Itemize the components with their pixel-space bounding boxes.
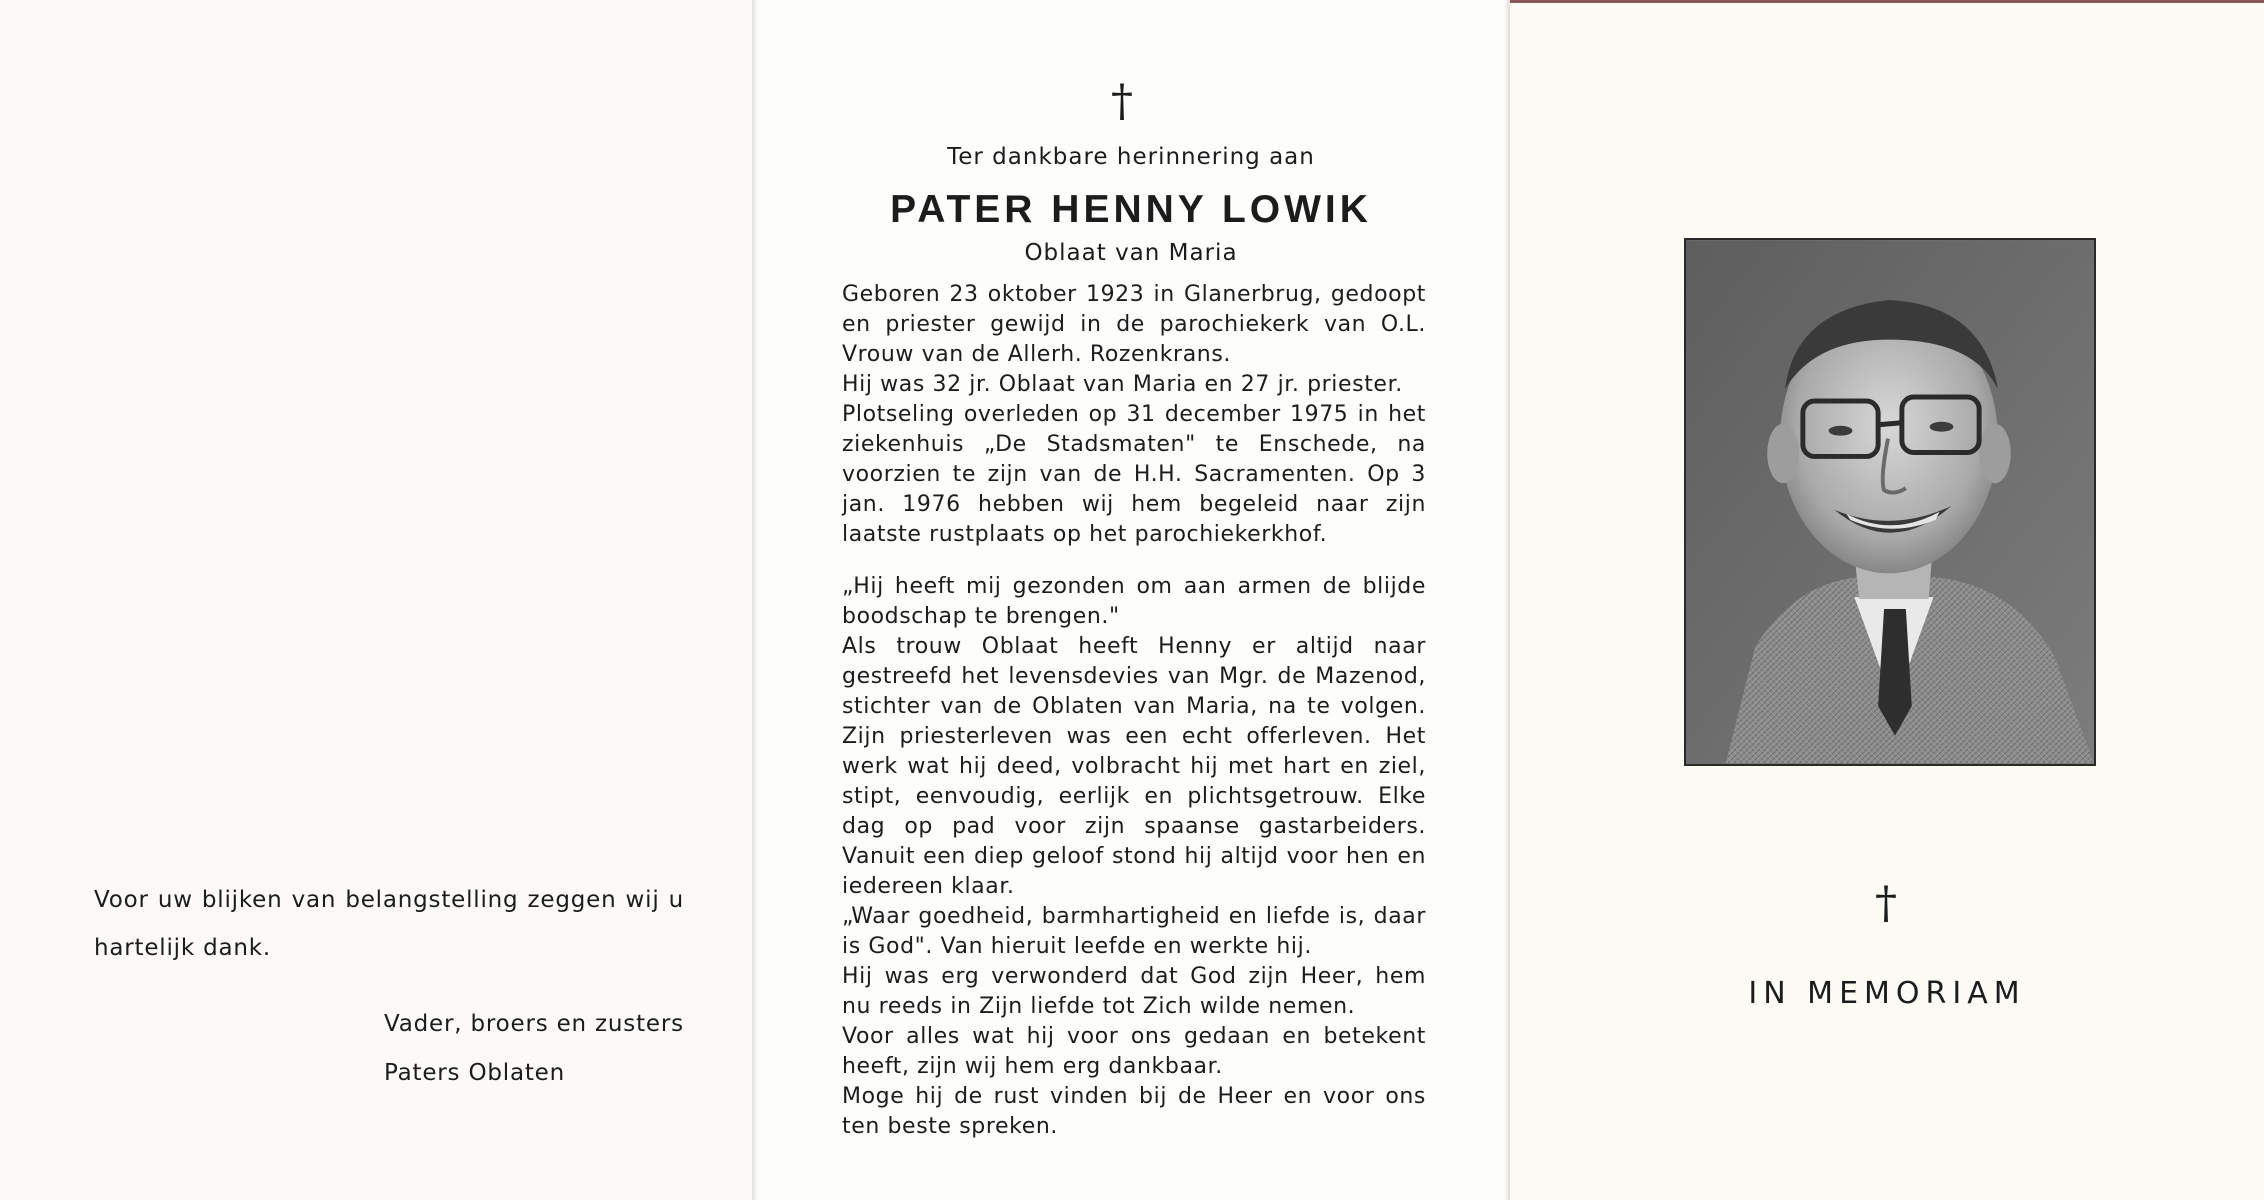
paragraph-birth: Geboren 23 oktober 1923 in Glanerbrug, gedoopt en priester gewijd in de parochiekerk van O.L. Vrouw van de Allerh. Rozenkrans.: [842, 282, 1426, 367]
order-subtitle: Oblaat van Maria: [1024, 240, 1238, 266]
paragraph-gratitude: Voor alles wat hij voor ons gedaan en betekent heeft, zijn wij hem erg dankbaar.: [842, 1024, 1426, 1079]
paragraph-wonder: Hij was erg verwonderd dat God zijn Heer, hem nu reeds in Zijn liefde tot Zich wilde nemen.: [842, 964, 1426, 1019]
portrait-photo: [1684, 238, 2096, 766]
paragraph-life: Als trouw Oblaat heeft Henny er altijd naar gestreefd het levensdevies van Mgr. de Mazenod, stichter van de Oblaten van Maria, na te volgen. Zijn priesterleven was een echt offerleven. Het werk wat hij deed, volbracht hij met hart en ziel, stipt, eenvoudig, eerlijk en plichtsgetrouw. Elke dag op pad voor zijn spaanse gastarbeiders. Vanuit een diep geloof stond hij altijd voor hen en iedereen klaar.: [842, 634, 1426, 899]
paragraph-years: Hij was 32 jr. Oblaat van Maria en 27 jr. priester.: [842, 372, 1403, 397]
cross-icon: †: [1875, 878, 1897, 929]
paragraph-death: Plotseling overleden op 31 december 1975 in het ziekenhuis „De Stadsmaten" te Enschede, na voorzien te zijn van de H.H. Sacramenten. Op 3 jan. 1976 hebben wij hem begeleid naar zijn laatste rustplaats op het parochiekerkhof.: [842, 402, 1426, 547]
signatory-oblates: Paters Oblaten: [384, 1060, 565, 1086]
signature-block: [384, 1000, 684, 1098]
cross-icon: †: [1111, 76, 1133, 127]
intro-line: Ter dankbare herinnering aan: [947, 144, 1315, 170]
paragraph-god-quote: „Waar goedheid, barmhartigheid en liefde is, daar is God". Van hieruit leefde en werkte hij.: [842, 904, 1426, 959]
portrait-illustration: [1686, 240, 2094, 764]
deceased-name: PATER HENNY LOWIK: [890, 188, 1372, 231]
biography-text: [842, 280, 1426, 1142]
fold-line-left: [752, 0, 758, 1200]
paragraph-prayer: Moge hij de rust vinden bij de Heer en voor ons ten beste spreken.: [842, 1084, 1426, 1139]
paragraph-quote: „Hij heeft mij gezonden om aan armen de blijde boodschap te brengen.": [842, 574, 1426, 629]
signatory-family: Vader, broers en zusters: [384, 1011, 684, 1037]
in-memoriam-title: IN MEMORIAM: [1748, 976, 2026, 1011]
thanks-text: Voor uw blijken van belangstelling zeggen wij u hartelijk dank.: [94, 887, 684, 961]
